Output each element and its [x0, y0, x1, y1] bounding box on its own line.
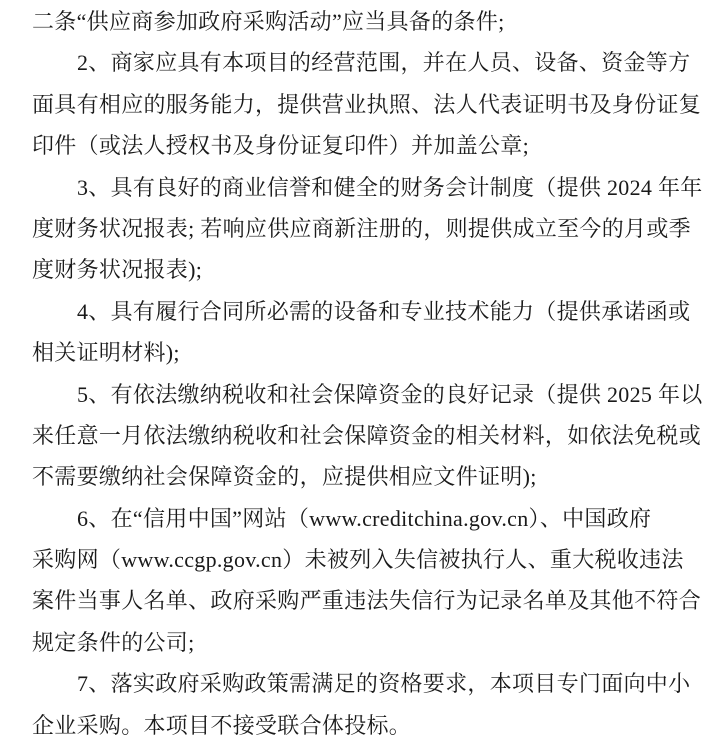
doc-line-clause-6: 6、在“信用中国”网站（www.creditchina.gov.cn）、中国政府 — [77, 505, 652, 531]
doc-line: 规定条件的公司; — [32, 629, 195, 655]
doc-line-clause-2: 2、商家应具有本项目的经营范围，并在人员、设备、资金等方 — [77, 50, 691, 76]
doc-line: 二条“供应商参加政府采购活动”应当具备的条件; — [32, 9, 505, 34]
doc-line: 企业采购。本项目不接受联合体投标。 — [32, 712, 412, 738]
doc-line: 来任意一月依法缴纳税收和社会保障资金的相关材料，如依法免税或 — [32, 422, 702, 448]
doc-line-clause-4: 4、具有履行合同所必需的设备和专业技术能力（提供承诺函或 — [77, 298, 691, 324]
doc-line: 相关证明材料); — [32, 340, 180, 366]
doc-line: 案件当事人名单、政府采购严重违法失信行为记录名单及其他不符合 — [32, 588, 702, 614]
doc-line: 采购网（www.ccgp.gov.cn）未被列入失信被执行人、重大税收违法 — [32, 547, 684, 573]
doc-line: 印件（或法人授权书及身份证复印件）并加盖公章; — [32, 133, 530, 159]
doc-line-clause-3: 3、具有良好的商业信誉和健全的财务会计制度（提供 2024 年年 — [77, 174, 703, 200]
doc-line: 不需要缴纳社会保障资金的，应提供相应文件证明); — [32, 464, 537, 490]
doc-line-clause-5: 5、有依法缴纳税收和社会保障资金的良好记录（提供 2025 年以 — [77, 381, 703, 407]
doc-line-clause-7: 7、落实政府采购政策需满足的资格要求，本项目专门面向中小 — [77, 671, 691, 697]
doc-line: 面具有相应的服务能力，提供营业执照、法人代表证明书及身份证复 — [32, 91, 702, 117]
doc-line: 度财务状况报表); — [32, 257, 203, 283]
doc-line: 度财务状况报表; 若响应供应商新注册的，则提供成立至今的月或季 — [32, 215, 691, 241]
